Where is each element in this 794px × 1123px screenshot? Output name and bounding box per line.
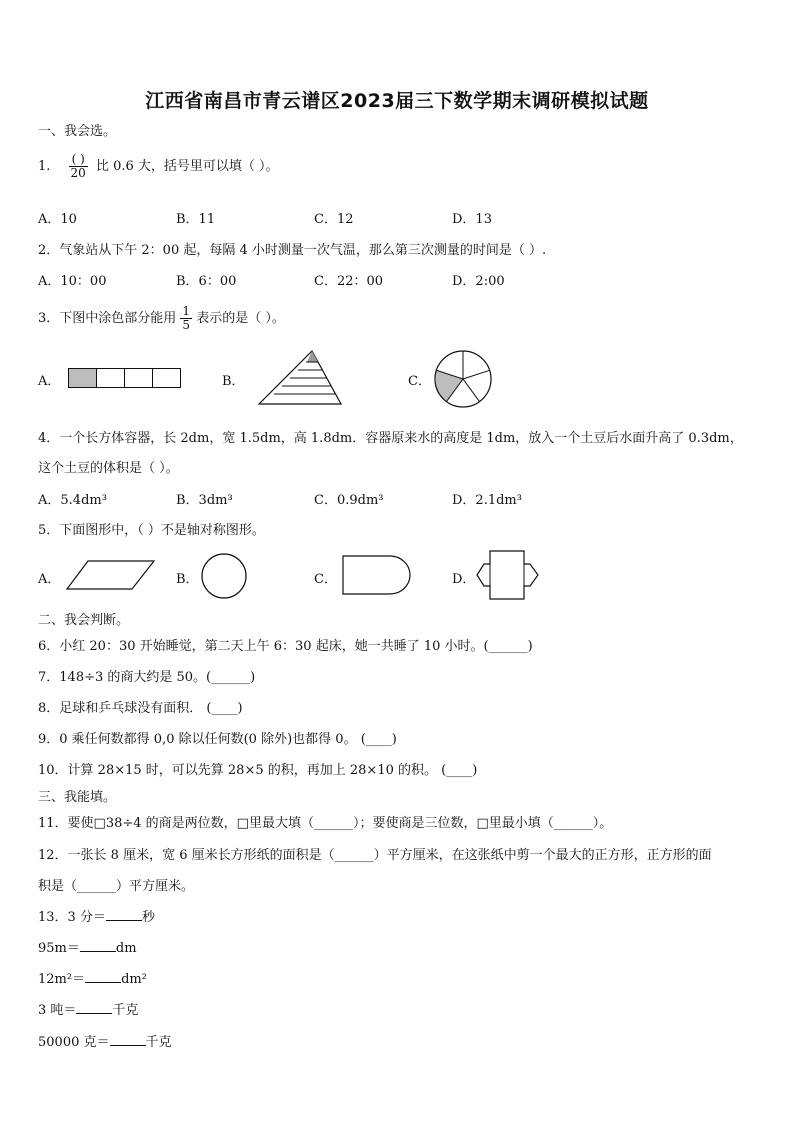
q2-option-b: B．6：00 — [176, 274, 237, 289]
section-heading-fill: 三、我能填。 — [38, 790, 117, 805]
question-3-text-after: 表示的是（ ）。 — [196, 311, 285, 327]
conversion-left: 50000 克＝ — [38, 1035, 110, 1050]
question-13-row-4 — [38, 999, 138, 1018]
q1-option-b: B．11 — [176, 212, 216, 227]
question-1-text: 比 0.6 大，括号里可以填（ ）。 — [95, 159, 279, 175]
strip-cell — [97, 369, 125, 388]
q5-figure-d-double-arrow — [476, 550, 540, 600]
question-12-line-2: 积是（______）平方厘米。 — [38, 879, 195, 894]
q1-option-c: C．12 — [314, 212, 354, 227]
answer-blank[interactable] — [110, 1033, 146, 1046]
q5-option-a: A． — [38, 572, 61, 587]
question-7: 7．148÷3 的商大约是 50。(______) — [38, 670, 256, 685]
conversion-unit: dm — [115, 941, 137, 956]
question-1-fraction — [69, 153, 88, 180]
answer-blank[interactable] — [76, 1001, 112, 1014]
q3-figure-b-triangle — [258, 350, 342, 406]
question-3-text-before: 3．下图中涂色部分能用 — [38, 311, 177, 327]
q1-option-d: D．13 — [452, 212, 492, 227]
fraction-denominator: 20 — [70, 166, 86, 181]
q3-option-b: B． — [222, 374, 245, 389]
question-11: 11．要使□38÷4 的商是两位数，□里最大填（______）；要使商是三位数，□里最小填（______）。 — [38, 816, 613, 831]
q4-option-b: B．3dm³ — [176, 493, 233, 508]
fraction-numerator: 1 — [182, 304, 191, 318]
section-heading-choice: 一、我会选。 — [38, 124, 117, 139]
question-1 — [38, 153, 279, 180]
question-3-fraction — [180, 305, 192, 332]
section-heading-judge: 二、我会判断。 — [38, 613, 130, 628]
conversion-left: 95m＝ — [38, 941, 80, 956]
strip-cell-shaded — [69, 369, 97, 388]
question-13-row-3 — [38, 968, 147, 987]
question-2: 2．气象站从下午 2：00 起，每隔 4 小时测量一次气温，那么第三次测量的时间是（ ）. — [38, 243, 547, 258]
question-8: 8．足球和乒乓球没有面积． (____) — [38, 701, 243, 716]
answer-blank[interactable] — [85, 970, 121, 983]
question-1-number: 1. — [38, 159, 51, 175]
q5-option-d: D． — [452, 572, 476, 587]
q1-option-a: A．10 — [38, 212, 77, 227]
question-5: 5．下面图形中，（ ）不是轴对称图形。 — [38, 523, 265, 538]
question-6: 6．小红 20：30 开始睡觉，第二天上午 6：30 起床，她一共睡了 10 小时。(______) — [38, 639, 533, 654]
question-13-row-2 — [38, 937, 137, 956]
question-13-row-1 — [38, 906, 155, 925]
q2-option-c: C．22：00 — [314, 274, 384, 289]
page-title: 江西省南昌市青云谱区2023届三下数学期末调研模拟试题 — [145, 90, 649, 112]
conversion-left: 3 吨＝ — [38, 1003, 77, 1018]
fraction-denominator: 5 — [182, 318, 191, 333]
question-10: 10．计算 28×15 时，可以先算 28×5 的积，再加上 28×10 的积。 (____) — [38, 763, 478, 778]
fraction-numerator: ( ) — [69, 153, 88, 167]
question-13-row-5 — [38, 1031, 172, 1050]
q5-figure-c-d-shape — [342, 555, 412, 595]
question-4-line-2: 这个土豆的体积是（ ）。 — [38, 461, 179, 476]
q4-option-a: A．5.4dm³ — [38, 493, 107, 508]
question-12-line-1: 12．一张长 8 厘米，宽 6 厘米长方形纸的面积是（______）平方厘米，在这张纸中剪一个最大的正方形，正方形的面 — [38, 848, 712, 863]
q3-option-a: A． — [38, 374, 61, 389]
q2-option-a: A．10：00 — [38, 274, 107, 289]
q5-figure-a-parallelogram — [66, 560, 156, 590]
answer-blank[interactable] — [106, 908, 142, 921]
conversion-unit: 千克 — [145, 1035, 172, 1050]
conversion-unit: 千克 — [112, 1003, 139, 1018]
question-4-line-1: 4．一个长方体容器，长 2dm，宽 1.5dm，高 1.8dm．容器原来水的高度是 1dm，放入一个土豆后水面升高了 0.3dm， — [38, 431, 743, 446]
strip-cell — [125, 369, 153, 388]
question-3 — [38, 305, 285, 332]
q3-figure-a-strip — [68, 368, 184, 388]
q5-option-b: B． — [176, 572, 199, 587]
conversion-unit: 秒 — [141, 910, 155, 925]
question-9: 9．0 乘任何数都得 0,0 除以任何数(0 除外)也都得 0。 (____) — [38, 732, 397, 747]
q4-option-d: D．2.1dm³ — [452, 493, 522, 508]
q5-figure-b-circle — [201, 553, 247, 599]
answer-blank[interactable] — [80, 939, 116, 952]
q3-figure-c-circle — [434, 350, 492, 408]
conversion-unit: dm² — [121, 972, 147, 987]
q2-option-d: D．2:00 — [452, 274, 505, 289]
conversion-left: 13．3 分＝ — [38, 910, 106, 925]
q3-option-c: C． — [408, 374, 431, 389]
conversion-left: 12m²＝ — [38, 972, 86, 987]
q5-option-c: C． — [314, 572, 337, 587]
q4-option-c: C．0.9dm³ — [314, 493, 384, 508]
strip-cell — [153, 369, 181, 388]
